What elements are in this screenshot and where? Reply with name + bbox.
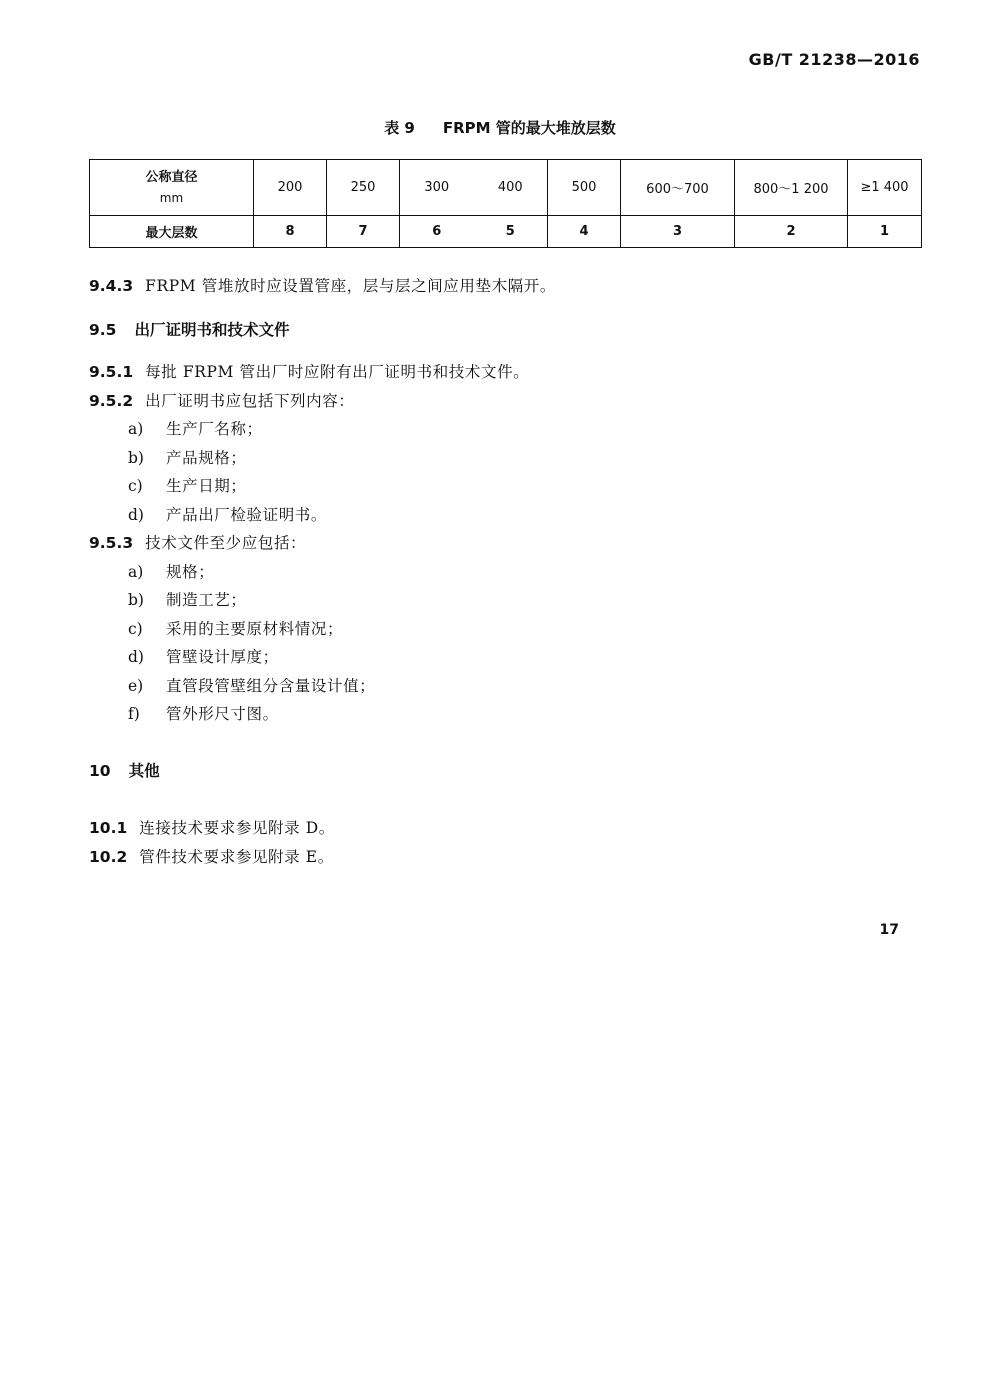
list-text: 生产日期； [166,477,247,495]
clause-10-2 [89,845,334,867]
table-row-layers [90,216,922,248]
table-cell: 800～1 200 [735,160,848,216]
table-cell: 8 [254,216,327,248]
table-cell: 250 [327,160,400,216]
clause-text: 技术文件至少应包括： [145,534,307,552]
clause-9-5-2 [89,389,354,411]
list-text: 规格； [166,563,215,581]
list-item [128,560,214,582]
clause-text: 出厂证明书应包括下列内容： [145,392,355,410]
table-cell: 6 [400,216,474,248]
list-text: 直管段管壁组分含量设计值； [166,677,376,695]
row-header-layers: 最大层数 [90,216,254,248]
list-marker: b) [128,591,144,609]
table-cell: 300 [400,160,474,216]
clause-9-5-3 [89,531,306,553]
table-cell: 500 [548,160,621,216]
table-cell: 600～700 [621,160,735,216]
table-cell: 5 [474,216,548,248]
list-text: 生产厂名称； [166,420,263,438]
table-cell: 7 [327,216,400,248]
list-item [128,474,247,496]
list-item [128,446,247,468]
header-diameter-unit: mm [159,190,184,205]
max-stacking-layers-table [89,159,922,248]
list-text: 产品出厂检验证明书。 [166,506,328,524]
section-title: 出厂证明书和技术文件 [134,321,290,339]
list-marker: d) [128,506,144,524]
clause-text: 连接技术要求参见附录 D。 [139,819,335,837]
section-title: 其他 [128,762,160,780]
section-10 [89,759,160,781]
table-cell: 400 [474,160,548,216]
clause-10-1 [89,816,335,838]
list-item [128,417,263,439]
table-label: 表 9 [384,119,415,137]
page-number: 17 [879,922,899,938]
list-marker: d) [128,648,144,666]
clause-9-5-1 [89,360,529,382]
table-cell: 4 [548,216,621,248]
clause-number: 9.4.3 [89,277,134,295]
list-marker: c) [128,477,143,495]
list-item [128,588,247,610]
clause-number: 10.1 [89,819,128,837]
list-marker: a) [128,420,144,438]
list-text: 采用的主要原材料情况； [166,620,344,638]
row-header-diameter [90,160,254,216]
clause-number: 10.2 [89,848,128,866]
clause-number: 9.5.3 [89,534,134,552]
list-item [128,674,375,696]
section-number: 9.5 [89,321,117,339]
list-marker: e) [128,677,144,695]
header-diameter-label: 公称直径 [145,169,198,185]
list-item [128,503,327,525]
list-item [128,617,343,639]
section-number: 10 [89,762,111,780]
clause-9-4-3 [89,274,556,296]
list-item [128,702,279,724]
list-marker: f) [128,705,140,723]
list-text: 制造工艺； [166,591,247,609]
table-cell: 200 [254,160,327,216]
table-title: FRPM 管的最大堆放层数 [442,119,616,137]
section-9-5 [89,318,289,340]
list-item [128,645,279,667]
list-marker: b) [128,449,144,467]
clause-text: 管件技术要求参见附录 E。 [139,848,334,866]
clause-text: FRPM 管堆放时应设置管座，层与层之间应用垫木隔开。 [145,277,556,295]
clause-text: 每批 FRPM 管出厂时应附有出厂证明书和技术文件。 [145,363,530,381]
list-marker: a) [128,563,144,581]
list-text: 管壁设计厚度； [166,648,279,666]
table-cell: 2 [735,216,848,248]
list-marker: c) [128,620,143,638]
table-cell: ≥1 400 [848,160,922,216]
list-text: 管外形尺寸图。 [166,705,279,723]
list-text: 产品规格； [166,449,247,467]
table-caption [0,117,1000,138]
clause-number: 9.5.1 [89,363,134,381]
table-cell: 1 [848,216,922,248]
standard-code: GB/T 21238—2016 [748,50,920,69]
table-row-diameter [90,160,922,216]
clause-number: 9.5.2 [89,392,134,410]
table-cell: 3 [621,216,735,248]
